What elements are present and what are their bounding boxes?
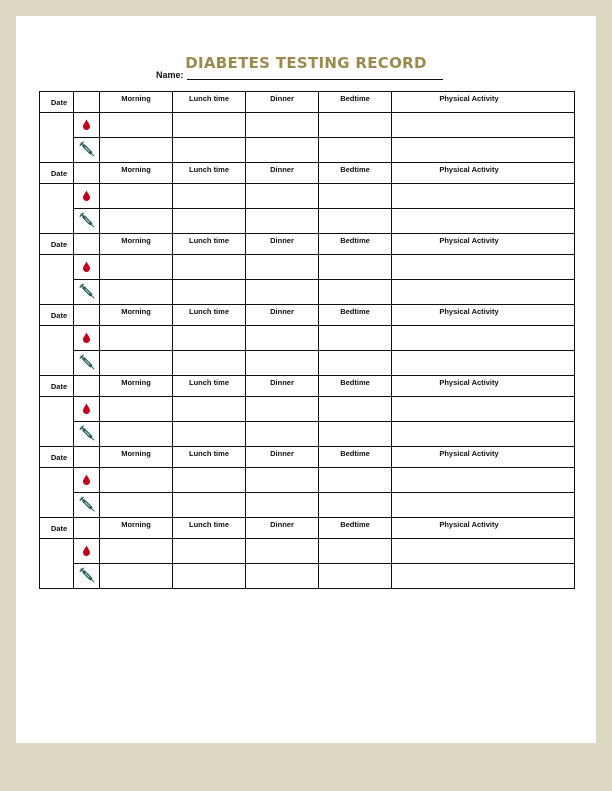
- insulin-activity-entry[interactable]: [392, 280, 575, 305]
- insulin-bedtime-entry[interactable]: [319, 138, 392, 163]
- glucose-morning-entry[interactable]: [100, 539, 173, 564]
- morning-header: Morning: [100, 305, 173, 326]
- icon-header: [74, 305, 100, 326]
- insulin-bedtime-entry[interactable]: [319, 564, 392, 589]
- morning-header: Morning: [100, 234, 173, 255]
- day-header-row: [40, 163, 575, 184]
- date-value-cell[interactable]: [40, 539, 74, 589]
- day-header-row: [40, 376, 575, 397]
- glucose-row: [40, 397, 575, 422]
- glucose-activity-entry[interactable]: [392, 468, 575, 493]
- insulin-bedtime-entry[interactable]: [319, 493, 392, 518]
- insulin-morning-entry[interactable]: [100, 138, 173, 163]
- insulin-activity-entry[interactable]: [392, 422, 575, 447]
- glucose-dinner-entry[interactable]: [246, 113, 319, 138]
- glucose-row: [40, 468, 575, 493]
- glucose-morning-entry[interactable]: [100, 184, 173, 209]
- activity-header: Physical Activity: [392, 447, 575, 468]
- activity-header: Physical Activity: [392, 163, 575, 184]
- syringe-icon-cell: [74, 351, 100, 376]
- date-value-cell[interactable]: [40, 184, 74, 234]
- activity-header: Physical Activity: [392, 376, 575, 397]
- glucose-morning-entry[interactable]: [100, 113, 173, 138]
- glucose-activity-entry[interactable]: [392, 184, 575, 209]
- glucose-activity-entry[interactable]: [392, 326, 575, 351]
- bedtime-header: Bedtime: [319, 163, 392, 184]
- syringe-icon-cell: [74, 280, 100, 305]
- glucose-dinner-entry[interactable]: [246, 397, 319, 422]
- blood-drop-icon-cell: [74, 113, 100, 138]
- icon-header: [74, 376, 100, 397]
- morning-header: Morning: [100, 447, 173, 468]
- glucose-bedtime-entry[interactable]: [319, 468, 392, 493]
- syringe-icon: [79, 496, 95, 512]
- blood-drop-icon-cell: [74, 255, 100, 280]
- blood-drop-icon-cell: [74, 326, 100, 351]
- icon-header: [74, 447, 100, 468]
- glucose-morning-entry[interactable]: [100, 326, 173, 351]
- icon-header: [74, 92, 100, 113]
- blood-drop-icon-cell: [74, 468, 100, 493]
- syringe-icon: [79, 425, 95, 441]
- glucose-bedtime-entry[interactable]: [319, 113, 392, 138]
- icon-header: [74, 518, 100, 539]
- insulin-dinner-entry[interactable]: [246, 209, 319, 234]
- name-label: Name:: [156, 70, 184, 80]
- insulin-morning-entry[interactable]: [100, 564, 173, 589]
- glucose-bedtime-entry[interactable]: [319, 397, 392, 422]
- insulin-row: [40, 493, 575, 518]
- date-value-cell[interactable]: [40, 397, 74, 447]
- testing-record-table: [39, 91, 575, 589]
- insulin-morning-entry[interactable]: [100, 422, 173, 447]
- day-header-row: [40, 234, 575, 255]
- icon-header: [74, 163, 100, 184]
- dinner-header: Dinner: [246, 92, 319, 113]
- bedtime-header: Bedtime: [319, 305, 392, 326]
- blood-drop-icon: [82, 545, 91, 556]
- glucose-row: [40, 539, 575, 564]
- lunch-header: Lunch time: [173, 376, 246, 397]
- lunch-header: Lunch time: [173, 234, 246, 255]
- glucose-morning-entry[interactable]: [100, 468, 173, 493]
- glucose-bedtime-entry[interactable]: [319, 184, 392, 209]
- blood-drop-icon-cell: [74, 397, 100, 422]
- day-header-row: [40, 447, 575, 468]
- date-header: Date: [40, 92, 74, 113]
- blood-drop-icon: [82, 261, 91, 272]
- activity-header: Physical Activity: [392, 518, 575, 539]
- glucose-lunch-entry[interactable]: [173, 184, 246, 209]
- day-header-row: [40, 305, 575, 326]
- morning-header: Morning: [100, 92, 173, 113]
- page-title: DIABETES TESTING RECORD: [185, 54, 427, 72]
- syringe-icon: [79, 212, 95, 228]
- lunch-header: Lunch time: [173, 92, 246, 113]
- blood-drop-icon: [82, 190, 91, 201]
- glucose-lunch-entry[interactable]: [173, 468, 246, 493]
- date-header: Date: [40, 305, 74, 326]
- insulin-morning-entry[interactable]: [100, 209, 173, 234]
- insulin-morning-entry[interactable]: [100, 280, 173, 305]
- insulin-activity-entry[interactable]: [392, 351, 575, 376]
- name-input-line[interactable]: [187, 71, 443, 80]
- lunch-header: Lunch time: [173, 305, 246, 326]
- day-header-row: [40, 92, 575, 113]
- glucose-row: [40, 255, 575, 280]
- dinner-header: Dinner: [246, 447, 319, 468]
- dinner-header: Dinner: [246, 163, 319, 184]
- syringe-icon-cell: [74, 138, 100, 163]
- glucose-lunch-entry[interactable]: [173, 539, 246, 564]
- glucose-activity-entry[interactable]: [392, 397, 575, 422]
- icon-header: [74, 234, 100, 255]
- insulin-dinner-entry[interactable]: [246, 351, 319, 376]
- blood-drop-icon: [82, 474, 91, 485]
- date-value-cell[interactable]: [40, 113, 74, 163]
- glucose-activity-entry[interactable]: [392, 255, 575, 280]
- insulin-lunch-entry[interactable]: [173, 209, 246, 234]
- insulin-bedtime-entry[interactable]: [319, 422, 392, 447]
- insulin-row: [40, 564, 575, 589]
- dinner-header: Dinner: [246, 376, 319, 397]
- lunch-header: Lunch time: [173, 163, 246, 184]
- glucose-dinner-entry[interactable]: [246, 184, 319, 209]
- insulin-lunch-entry[interactable]: [173, 351, 246, 376]
- date-header: Date: [40, 163, 74, 184]
- date-header: Date: [40, 234, 74, 255]
- insulin-lunch-entry[interactable]: [173, 564, 246, 589]
- insulin-lunch-entry[interactable]: [173, 138, 246, 163]
- glucose-activity-entry[interactable]: [392, 539, 575, 564]
- insulin-row: [40, 138, 575, 163]
- syringe-icon-cell: [74, 493, 100, 518]
- dinner-header: Dinner: [246, 234, 319, 255]
- insulin-activity-entry[interactable]: [392, 564, 575, 589]
- insulin-row: [40, 422, 575, 447]
- blood-drop-icon-cell: [74, 184, 100, 209]
- date-header: Date: [40, 518, 74, 539]
- syringe-icon: [79, 283, 95, 299]
- glucose-bedtime-entry[interactable]: [319, 539, 392, 564]
- insulin-row: [40, 280, 575, 305]
- syringe-icon-cell: [74, 209, 100, 234]
- insulin-dinner-entry[interactable]: [246, 493, 319, 518]
- glucose-row: [40, 184, 575, 209]
- activity-header: Physical Activity: [392, 305, 575, 326]
- glucose-lunch-entry[interactable]: [173, 113, 246, 138]
- name-field: [156, 70, 443, 80]
- date-value-cell[interactable]: [40, 468, 74, 518]
- bedtime-header: Bedtime: [319, 376, 392, 397]
- glucose-bedtime-entry[interactable]: [319, 326, 392, 351]
- date-header: Date: [40, 376, 74, 397]
- syringe-icon: [79, 567, 95, 583]
- lunch-header: Lunch time: [173, 447, 246, 468]
- insulin-bedtime-entry[interactable]: [319, 351, 392, 376]
- insulin-bedtime-entry[interactable]: [319, 280, 392, 305]
- blood-drop-icon: [82, 403, 91, 414]
- blood-drop-icon: [82, 332, 91, 343]
- activity-header: Physical Activity: [392, 234, 575, 255]
- glucose-activity-entry[interactable]: [392, 113, 575, 138]
- glucose-row: [40, 113, 575, 138]
- syringe-icon-cell: [74, 422, 100, 447]
- lunch-header: Lunch time: [173, 518, 246, 539]
- glucose-dinner-entry[interactable]: [246, 326, 319, 351]
- morning-header: Morning: [100, 518, 173, 539]
- insulin-dinner-entry[interactable]: [246, 564, 319, 589]
- date-value-cell[interactable]: [40, 326, 74, 376]
- glucose-dinner-entry[interactable]: [246, 255, 319, 280]
- insulin-bedtime-entry[interactable]: [319, 209, 392, 234]
- dinner-header: Dinner: [246, 305, 319, 326]
- bedtime-header: Bedtime: [319, 518, 392, 539]
- glucose-row: [40, 326, 575, 351]
- record-sheet: [16, 16, 596, 743]
- insulin-activity-entry[interactable]: [392, 209, 575, 234]
- syringe-icon-cell: [74, 564, 100, 589]
- bedtime-header: Bedtime: [319, 92, 392, 113]
- insulin-row: [40, 209, 575, 234]
- date-header: Date: [40, 447, 74, 468]
- insulin-lunch-entry[interactable]: [173, 493, 246, 518]
- glucose-morning-entry[interactable]: [100, 255, 173, 280]
- bedtime-header: Bedtime: [319, 447, 392, 468]
- morning-header: Morning: [100, 163, 173, 184]
- glucose-dinner-entry[interactable]: [246, 468, 319, 493]
- glucose-dinner-entry[interactable]: [246, 539, 319, 564]
- insulin-dinner-entry[interactable]: [246, 138, 319, 163]
- glucose-lunch-entry[interactable]: [173, 397, 246, 422]
- glucose-lunch-entry[interactable]: [173, 326, 246, 351]
- glucose-lunch-entry[interactable]: [173, 255, 246, 280]
- syringe-icon: [79, 141, 95, 157]
- day-header-row: [40, 518, 575, 539]
- insulin-activity-entry[interactable]: [392, 138, 575, 163]
- bedtime-header: Bedtime: [319, 234, 392, 255]
- insulin-activity-entry[interactable]: [392, 493, 575, 518]
- activity-header: Physical Activity: [392, 92, 575, 113]
- insulin-dinner-entry[interactable]: [246, 422, 319, 447]
- insulin-morning-entry[interactable]: [100, 493, 173, 518]
- insulin-lunch-entry[interactable]: [173, 422, 246, 447]
- blood-drop-icon-cell: [74, 539, 100, 564]
- insulin-lunch-entry[interactable]: [173, 280, 246, 305]
- glucose-bedtime-entry[interactable]: [319, 255, 392, 280]
- insulin-morning-entry[interactable]: [100, 351, 173, 376]
- blood-drop-icon: [82, 119, 91, 130]
- dinner-header: Dinner: [246, 518, 319, 539]
- morning-header: Morning: [100, 376, 173, 397]
- insulin-dinner-entry[interactable]: [246, 280, 319, 305]
- syringe-icon: [79, 354, 95, 370]
- insulin-row: [40, 351, 575, 376]
- glucose-morning-entry[interactable]: [100, 397, 173, 422]
- date-value-cell[interactable]: [40, 255, 74, 305]
